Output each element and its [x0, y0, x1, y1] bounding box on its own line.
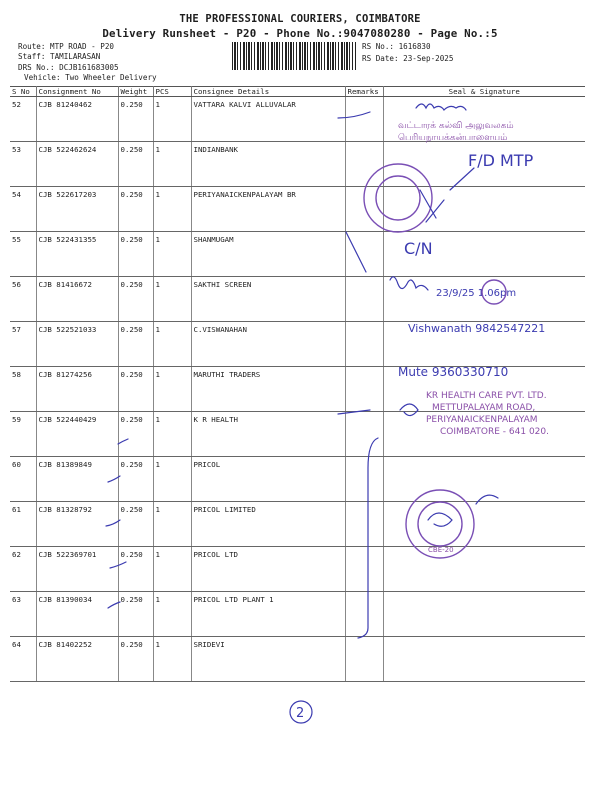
staff-text: Staff: TAMILARASAN: [18, 52, 101, 61]
tamil-stamp-line2: பெரியநாயக்கன்பாளையம்: [398, 133, 508, 143]
cell-remarks: [345, 142, 383, 187]
cell-consignee: SRIDEVI: [191, 637, 345, 682]
company-title: THE PROFESSIONAL COURIERS, COIMBATORE: [179, 13, 421, 25]
cell-consignment: CJB 81389849: [36, 457, 118, 502]
cell-consignee: MARUTHI TRADERS: [191, 367, 345, 412]
cell-remarks: [345, 592, 383, 637]
table-row: [10, 97, 585, 142]
runsheet-subtitle: Delivery Runsheet - P20 - Phone No.:9047080280 - Page No.:5: [102, 27, 498, 40]
cell-consignment: CJB 81328792: [36, 502, 118, 547]
cell-consignment: CJB 522431355: [36, 232, 118, 277]
table-row: [10, 142, 585, 187]
cell-consignee: SHANMUGAM: [191, 232, 345, 277]
cell-consignee: SAKTHI SCREEN: [191, 277, 345, 322]
cell-sno: 62: [10, 547, 36, 592]
table-row: [10, 412, 585, 457]
cell-weight: 0.250: [118, 97, 153, 142]
cell-remarks: [345, 97, 383, 142]
col-pcs: PCS: [153, 87, 191, 97]
table-row: [10, 457, 585, 502]
cell-sno: 56: [10, 277, 36, 322]
cell-seal: [383, 367, 585, 412]
cell-consignee: PRICOL LIMITED: [191, 502, 345, 547]
cell-sno: 60: [10, 457, 36, 502]
table-row: [10, 322, 585, 367]
cell-remarks: [345, 637, 383, 682]
table-row: [10, 502, 585, 547]
cell-pcs: 1: [153, 187, 191, 232]
cell-weight: 0.250: [118, 142, 153, 187]
cell-seal: [383, 97, 585, 142]
cell-sno: 54: [10, 187, 36, 232]
table-row: [10, 187, 585, 232]
cell-weight: 0.250: [118, 412, 153, 457]
table-row: [10, 367, 585, 412]
cell-seal: [383, 412, 585, 457]
cell-consignment: CJB 81274256: [36, 367, 118, 412]
cell-remarks: [345, 277, 383, 322]
cell-consignment: CJB 81390034: [36, 592, 118, 637]
table-row: [10, 637, 585, 682]
cell-sno: 58: [10, 367, 36, 412]
barcode: [232, 42, 356, 70]
cell-weight: 0.250: [118, 277, 153, 322]
kr-stamp-line4: COIMBATORE - 641 020.: [440, 427, 549, 437]
cell-seal: [383, 187, 585, 232]
cell-weight: 0.250: [118, 322, 153, 367]
cell-pcs: 1: [153, 97, 191, 142]
cell-seal: [383, 592, 585, 637]
cell-consignment: CJB 522617203: [36, 187, 118, 232]
cell-pcs: 1: [153, 277, 191, 322]
col-consignment: Consignment No: [36, 87, 118, 97]
cell-seal: [383, 457, 585, 502]
cell-sno: 53: [10, 142, 36, 187]
cell-consignment: CJB 522369701: [36, 547, 118, 592]
row57-sign: Vishwanath 9842547221: [408, 322, 546, 335]
table-row: [10, 232, 585, 277]
cell-consignee: PRICOL LTD: [191, 547, 345, 592]
cell-pcs: 1: [153, 322, 191, 367]
cell-sno: 63: [10, 592, 36, 637]
col-seal-signature: Seal & Signature: [383, 87, 585, 97]
cell-consignee: K R HEALTH: [191, 412, 345, 457]
pricol-seal-text: CBE-20: [428, 546, 454, 554]
cell-remarks: [345, 367, 383, 412]
cell-weight: 0.250: [118, 637, 153, 682]
cell-consignment: CJB 81416672: [36, 277, 118, 322]
kr-stamp-line1: KR HEALTH CARE PVT. LTD.: [426, 391, 547, 401]
cell-consignee: VATTARA KALVI ALLUVALAR: [191, 97, 345, 142]
cell-pcs: 1: [153, 502, 191, 547]
cell-pcs: 1: [153, 547, 191, 592]
cell-seal: [383, 502, 585, 547]
cell-consignment: CJB 522462624: [36, 142, 118, 187]
cell-consignment: CJB 522521033: [36, 322, 118, 367]
cell-weight: 0.250: [118, 592, 153, 637]
cell-weight: 0.250: [118, 502, 153, 547]
cell-remarks: [345, 187, 383, 232]
row53-note: F/D MTP: [468, 151, 534, 170]
cell-pcs: 1: [153, 457, 191, 502]
cell-consignee: PRICOL LTD PLANT 1: [191, 592, 345, 637]
cell-weight: 0.250: [118, 457, 153, 502]
cell-seal: [383, 142, 585, 187]
cell-pcs: 1: [153, 142, 191, 187]
row58-sign: Mute 9360330710: [398, 365, 509, 379]
cell-consignment: CJB 81402252: [36, 637, 118, 682]
row56-sign: 23/9/25 1.06pm: [436, 288, 517, 299]
cell-remarks: [345, 547, 383, 592]
cell-pcs: 1: [153, 592, 191, 637]
cell-sno: 64: [10, 637, 36, 682]
tamil-stamp-line1: வட்டாரக் கல்வி அலுவலகம்: [398, 121, 514, 131]
col-weight: Weight: [118, 87, 153, 97]
row55-note: C/N: [404, 239, 433, 258]
cell-pcs: 1: [153, 232, 191, 277]
col-sno: S No: [10, 87, 36, 97]
route-text: Route: MTP ROAD - P20: [18, 42, 115, 51]
col-remarks: Remarks: [345, 87, 383, 97]
rs-no-text: RS No.: 1616830: [362, 42, 431, 51]
runsheet-table: [10, 86, 585, 682]
table-header-row: [10, 87, 585, 97]
cell-consignment: CJB 522440429: [36, 412, 118, 457]
drs-text: DRS No.: DCJB161683005: [18, 63, 119, 72]
table-row: [10, 547, 585, 592]
cell-remarks: [345, 322, 383, 367]
rs-date-text: RS Date: 23-Sep-2025: [362, 54, 454, 63]
cell-seal: [383, 637, 585, 682]
cell-consignee: PERIYANAICKENPALAYAM BR: [191, 187, 345, 232]
cell-consignment: CJB 81240462: [36, 97, 118, 142]
cell-seal: [383, 547, 585, 592]
cell-consignee: C.VISWANAHAN: [191, 322, 345, 367]
cell-pcs: 1: [153, 367, 191, 412]
cell-sno: 59: [10, 412, 36, 457]
kr-stamp-line2: METTUPALAYAM ROAD,: [432, 403, 536, 413]
cell-sno: 55: [10, 232, 36, 277]
cell-weight: 0.250: [118, 232, 153, 277]
cell-remarks: [345, 502, 383, 547]
vehicle-text: Vehicle: Two Wheeler Delivery: [24, 73, 157, 82]
cell-weight: 0.250: [118, 547, 153, 592]
cell-consignee: INDIANBANK: [191, 142, 345, 187]
cell-remarks: [345, 232, 383, 277]
cell-sno: 52: [10, 97, 36, 142]
cell-seal: [383, 322, 585, 367]
cell-weight: 0.250: [118, 187, 153, 232]
kr-stamp-line3: PERIYANAICKENPALAYAM: [426, 415, 538, 425]
cell-sno: 61: [10, 502, 36, 547]
table-row: [10, 277, 585, 322]
cell-remarks: [345, 412, 383, 457]
cell-sno: 57: [10, 322, 36, 367]
page-circle-number: 2: [296, 706, 305, 721]
col-consignee: Consignee Details: [191, 87, 345, 97]
cell-remarks: [345, 457, 383, 502]
cell-seal: [383, 277, 585, 322]
page-circle: [290, 701, 312, 723]
cell-seal: [383, 232, 585, 277]
cell-pcs: 1: [153, 412, 191, 457]
table-row: [10, 592, 585, 637]
cell-pcs: 1: [153, 637, 191, 682]
cell-weight: 0.250: [118, 367, 153, 412]
cell-consignee: PRICOL: [191, 457, 345, 502]
